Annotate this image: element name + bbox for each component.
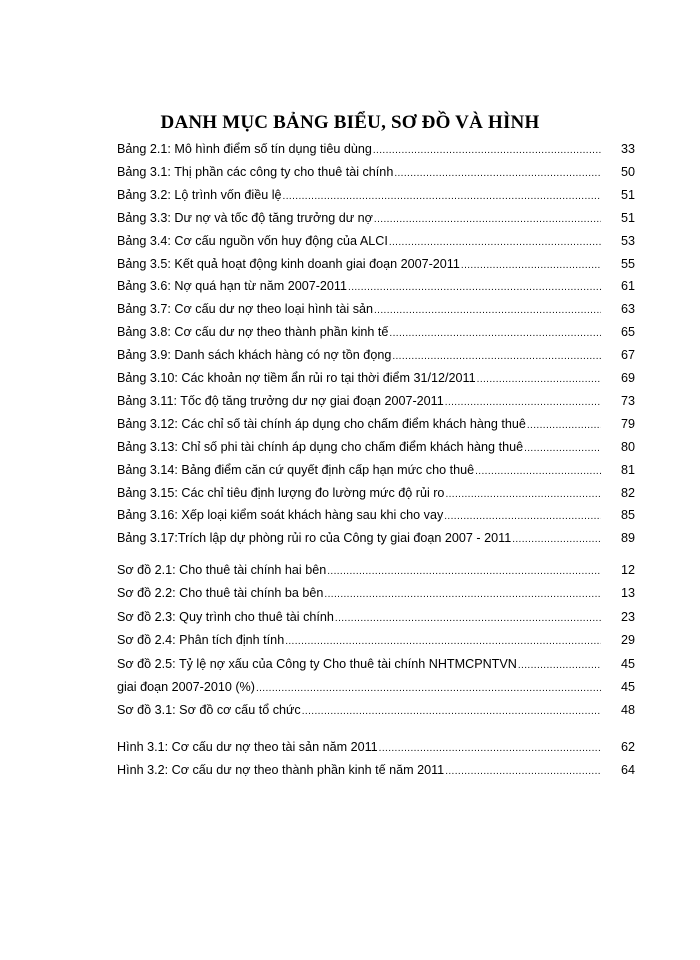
toc-entry-label: Bảng 3.15: Các chỉ tiêu định lượng đo lường mức độ rủi ro	[117, 485, 445, 500]
toc-entry	[117, 584, 635, 602]
toc-entry-page-number: 48	[620, 703, 635, 718]
toc-entry-label: Bảng 3.14: Bảng điểm căn cứ quyết định cấp hạn mức cho thuê	[117, 462, 475, 477]
toc-entry-label: Bảng 3.12: Các chỉ số tài chính áp dụng cho chấm điểm khách hàng thuê	[117, 416, 526, 431]
toc-entry-page-number: 62	[620, 740, 635, 754]
toc-entry-page-number: 13	[620, 586, 635, 601]
dot-leader	[256, 680, 601, 698]
toc-entry-page-number: 89	[620, 531, 635, 546]
toc-entry	[117, 678, 635, 696]
dot-leader	[283, 188, 601, 206]
toc-entry	[117, 346, 635, 364]
page-title: DANH MỤC BẢNG BIỂU, SƠ ĐỒ VÀ HÌNH	[160, 112, 540, 133]
toc-entry-label: Bảng 3.4: Cơ cấu nguồn vốn huy động của ALCI	[117, 233, 388, 248]
toc-entry-label: Bảng 3.5: Kết quả hoạt động kinh doanh giai đoạn 2007-2011	[117, 256, 460, 271]
dot-leader	[285, 633, 601, 651]
toc-entry-page-number: 45	[620, 680, 635, 694]
toc-entry-label: giai đoạn 2007-2010 (%)	[117, 680, 255, 694]
toc-entry-page-number: 79	[620, 416, 635, 431]
toc-entry-label: Hình 3.1: Cơ cấu dư nợ theo tài sản năm 2011	[117, 740, 378, 754]
dot-leader	[374, 302, 601, 320]
toc-entry-label: Bảng 3.1: Thị phần các công ty cho thuê tài chính	[117, 164, 394, 179]
toc-entry-label: Bảng 3.16: Xếp loại kiểm soát khách hàng sau khi cho vay	[117, 508, 444, 523]
toc-entry	[117, 655, 635, 673]
toc-entry-page-number: 12	[620, 563, 635, 577]
dot-leader	[445, 394, 601, 412]
toc-entry-page-number: 67	[620, 348, 635, 363]
dot-leader	[512, 531, 601, 549]
toc-entry-label: Sơ đồ 2.1: Cho thuê tài chính hai bên	[117, 563, 327, 577]
toc-entry-label: Sơ đồ 2.4: Phân tích định tính	[117, 633, 285, 648]
toc-entry-label: Bảng 3.6: Nợ quá hạn từ năm 2007-2011	[117, 279, 348, 294]
dot-leader	[373, 142, 601, 160]
toc-entry-page-number: 33	[620, 142, 635, 156]
toc-entry	[117, 461, 635, 479]
toc-entry	[117, 561, 635, 579]
dot-leader	[392, 348, 601, 366]
toc-entry-page-number: 82	[620, 485, 635, 500]
toc-entry	[117, 506, 635, 524]
toc-entry	[117, 140, 635, 158]
dot-leader	[374, 211, 601, 229]
toc-entry-page-number: 69	[620, 371, 635, 385]
dot-leader	[394, 165, 601, 183]
dot-leader	[444, 508, 601, 526]
dot-leader	[461, 257, 601, 275]
toc-entry-label: Sơ đồ 3.1: Sơ đồ cơ cấu tổ chức	[117, 703, 301, 718]
toc-entry-page-number: 53	[620, 233, 635, 248]
dot-leader	[527, 417, 601, 435]
toc-entry	[117, 438, 635, 456]
toc-entry-label: Hình 3.2: Cơ cấu dư nợ theo thành phần kinh tế năm 2011	[117, 763, 445, 777]
toc-entry	[117, 323, 635, 341]
toc-entry	[117, 529, 635, 547]
toc-entry-label: Sơ đồ 2.2: Cho thuê tài chính ba bên	[117, 586, 324, 601]
toc-entry	[117, 631, 635, 649]
toc-entry-label: Bảng 3.10: Các khoản nợ tiềm ẩn rủi ro tại thời điểm 31/12/2011	[117, 371, 476, 385]
toc-entry	[117, 701, 635, 719]
toc-entry	[117, 369, 635, 387]
dot-leader	[389, 325, 601, 343]
toc-entry-page-number: 73	[620, 393, 635, 408]
toc-entry-page-number: 29	[620, 633, 635, 648]
toc-entry	[117, 163, 635, 181]
toc-entry-label: Bảng 3.8: Cơ cấu dư nợ theo thành phần kinh tế	[117, 325, 389, 340]
toc-entry	[117, 761, 635, 779]
toc-entry-page-number: 85	[620, 508, 635, 523]
toc-entry-page-number: 23	[620, 609, 635, 624]
toc-entry-label: Bảng 3.11: Tốc độ tăng trưởng dư nợ giai đoạn 2007-2011	[117, 393, 444, 408]
dot-leader	[379, 740, 601, 758]
toc-entry-label: Bảng 3.17:Trích lập dự phòng rủi ro của Công ty giai đoạn 2007 - 2011	[117, 531, 512, 546]
toc-entry-page-number: 63	[620, 302, 635, 317]
toc-entry	[117, 232, 635, 250]
dot-leader	[524, 440, 601, 458]
toc-entry	[117, 277, 635, 295]
toc-entry-label: Sơ đồ 2.5: Tỷ lệ nợ xấu của Công ty Cho thuê tài chính NHTMCPNTVN	[117, 656, 517, 671]
dot-leader	[324, 586, 601, 604]
toc-entry	[117, 209, 635, 227]
dot-leader	[389, 234, 601, 252]
toc-entry	[117, 186, 635, 204]
toc-entry-label: Bảng 3.3: Dư nợ và tốc độ tăng trưởng dư nợ	[117, 210, 373, 225]
toc-entry-label: Bảng 3.9: Danh sách khách hàng có nợ tồn đọng	[117, 348, 392, 363]
toc-entry	[117, 255, 635, 273]
toc-entry-page-number: 50	[620, 164, 635, 179]
toc-entry-label: Bảng 2.1: Mô hình điểm số tín dụng tiêu dùng	[117, 142, 372, 156]
toc-entry-page-number: 65	[620, 325, 635, 340]
dot-leader	[477, 371, 601, 389]
toc-entry-label: Bảng 3.2: Lộ trình vốn điều lệ	[117, 187, 282, 202]
dot-leader	[348, 279, 601, 297]
toc-entry-page-number: 81	[620, 462, 635, 477]
toc-entry-page-number: 64	[620, 763, 635, 777]
toc-entry-label: Sơ đồ 2.3: Quy trình cho thuê tài chính	[117, 609, 334, 624]
dot-leader	[302, 703, 601, 721]
dot-leader	[518, 657, 601, 675]
toc-entry	[117, 300, 635, 318]
toc-entry	[117, 738, 635, 756]
dot-leader	[445, 763, 601, 781]
toc-entry-label: Bảng 3.7: Cơ cấu dư nợ theo loại hình tài sản	[117, 302, 373, 317]
dot-leader	[327, 563, 601, 581]
dot-leader	[335, 610, 601, 628]
toc-entry	[117, 392, 635, 410]
dot-leader	[445, 486, 601, 504]
dot-leader	[475, 463, 601, 481]
toc-entry	[117, 608, 635, 626]
toc-entry-page-number: 61	[620, 279, 635, 294]
toc-entry-page-number: 45	[620, 656, 635, 671]
toc-entry-page-number: 55	[620, 256, 635, 271]
toc-entry-label: Bảng 3.13: Chỉ số phi tài chính áp dụng cho chấm điểm khách hàng thuê	[117, 439, 524, 454]
toc-entry-page-number: 51	[620, 210, 635, 225]
toc-entry-page-number: 80	[620, 439, 635, 454]
toc-entry-page-number: 51	[620, 187, 635, 202]
toc-entry	[117, 415, 635, 433]
toc-entry	[117, 484, 635, 502]
